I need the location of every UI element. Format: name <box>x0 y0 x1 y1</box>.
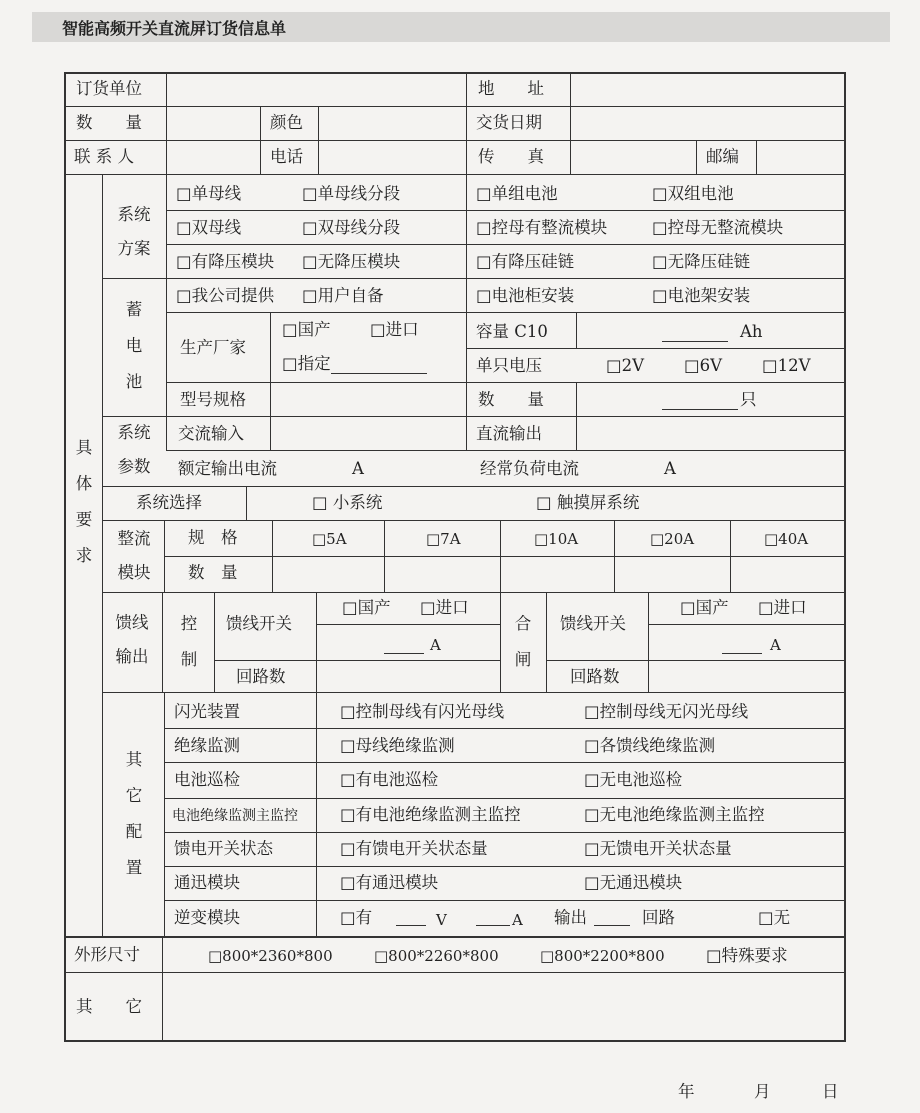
system-select-label: 系统选择 <box>136 493 202 512</box>
divider <box>318 106 319 174</box>
divider <box>164 762 844 763</box>
rated-current-label: 额定输出电流 <box>178 459 277 478</box>
option-touchscreen-system[interactable]: □ 触摸屏系统 <box>536 493 640 512</box>
battery-insulation-label: 电池绝缘监测主监控 <box>172 808 298 824</box>
option-with-battery-inspection[interactable]: □有电池巡检 <box>340 770 439 789</box>
feeder-switch-close-label: 馈线开关 <box>560 614 626 633</box>
feeder-switch-ctrl-label: 馈线开关 <box>226 614 292 633</box>
option-without-battery-inspection[interactable]: □无电池巡检 <box>584 770 683 789</box>
loops-close-label: 回路数 <box>570 667 620 686</box>
divider <box>164 866 844 867</box>
divider <box>316 624 500 625</box>
option-cabinet-install[interactable]: □电池柜安装 <box>476 286 575 305</box>
table-border-top <box>64 72 846 74</box>
divider <box>272 520 273 592</box>
divider <box>102 692 844 693</box>
divider <box>214 660 500 661</box>
battery-qty-blank[interactable] <box>662 393 738 410</box>
divider <box>64 936 846 938</box>
divider <box>162 936 163 1042</box>
divider <box>576 382 577 416</box>
divider <box>246 486 247 520</box>
divider <box>270 312 271 416</box>
option-special-request[interactable]: □特殊要求 <box>706 946 788 965</box>
divider <box>166 210 844 211</box>
option-12v[interactable]: □12V <box>762 356 811 375</box>
divider <box>102 486 844 487</box>
feeder-ctrl-amp-unit: A <box>430 636 441 654</box>
postcode-label: 邮编 <box>706 147 739 166</box>
option-bus-insulation[interactable]: □母线绝缘监测 <box>340 736 455 755</box>
option-single-bus-split[interactable]: □单母线分段 <box>302 184 401 203</box>
capacity-blank[interactable] <box>662 325 728 342</box>
table-border-right <box>844 72 846 1042</box>
option-10a[interactable]: □10A <box>534 530 579 548</box>
color-label: 颜色 <box>270 113 303 132</box>
divider <box>164 728 844 729</box>
option-single-battery[interactable]: □单组电池 <box>476 184 558 203</box>
day-label: 日 <box>822 1082 839 1101</box>
divider <box>648 592 649 692</box>
table-border-left <box>64 72 66 1042</box>
divider <box>214 592 215 692</box>
option-domestic[interactable]: □国产 <box>282 320 331 339</box>
model-spec-label: 型号规格 <box>180 390 246 409</box>
divider <box>570 72 571 174</box>
divider <box>614 520 615 592</box>
option-ctrl-without-flash[interactable]: □控制母线无闪光母线 <box>584 702 749 721</box>
loops-ctrl-label: 回路数 <box>236 667 286 686</box>
divider <box>648 624 844 625</box>
option-without-switch-status[interactable]: □无馈电开关状态量 <box>584 839 732 858</box>
closing-label: 合闸 <box>514 614 532 669</box>
cell-voltage-label: 单只电压 <box>476 356 542 375</box>
option-double-battery[interactable]: □双组电池 <box>652 184 734 203</box>
option-5a[interactable]: □5A <box>312 530 347 548</box>
feeder-ctrl-amp[interactable] <box>384 634 424 654</box>
table-border-bottom <box>64 1040 846 1042</box>
inverter-a-blank[interactable] <box>476 909 510 926</box>
option-without-silicon-chain[interactable]: □无降压硅链 <box>652 252 751 271</box>
address-label: 地 址 <box>478 79 544 98</box>
control-label: 控制 <box>180 614 198 669</box>
option-40a[interactable]: □40A <box>764 530 809 548</box>
option-7a[interactable]: □7A <box>426 530 461 548</box>
fax-label: 传 真 <box>478 147 544 166</box>
option-with-silicon-chain[interactable]: □有降压硅链 <box>476 252 575 271</box>
manufacturer-label: 生产厂家 <box>180 338 246 357</box>
system-scheme-label: 系统方案 <box>117 205 151 258</box>
divider <box>64 174 846 175</box>
designated-text: □指定 <box>282 354 331 373</box>
divider <box>64 106 846 107</box>
option-user-supply[interactable]: □用户自备 <box>302 286 384 305</box>
option-company-supply[interactable]: □我公司提供 <box>176 286 275 305</box>
option-rack-install[interactable]: □电池架安装 <box>652 286 751 305</box>
option-dim-2260[interactable]: □800*2260*800 <box>374 947 499 965</box>
insulation-monitor-label: 绝缘监测 <box>174 736 240 755</box>
other-config-label: 其它配置 <box>125 750 143 877</box>
year-label: 年 <box>678 1082 695 1101</box>
option-feeder-close-domestic[interactable]: □国产 <box>680 598 729 617</box>
divider <box>270 416 271 450</box>
capacity-field[interactable] <box>662 322 728 342</box>
divider <box>166 312 844 313</box>
divider <box>696 140 697 174</box>
divider <box>384 520 385 592</box>
system-params-label: 系统参数 <box>117 423 151 476</box>
divider <box>466 348 844 349</box>
battery-inspection-label: 电池巡检 <box>174 770 240 789</box>
option-with-comm-module[interactable]: □有通迅模块 <box>340 873 439 892</box>
divider <box>64 972 846 973</box>
contact-label: 联 系 人 <box>74 147 134 166</box>
battery-qty-field[interactable] <box>662 390 738 410</box>
option-double-bus-split[interactable]: □双母线分段 <box>302 218 401 237</box>
inverter-output-label: 输出 <box>554 908 587 927</box>
divider <box>730 520 731 592</box>
option-with-stepdown[interactable]: □有降压模块 <box>176 252 275 271</box>
option-with-switch-status[interactable]: □有馈电开关状态量 <box>340 839 488 858</box>
feeder-close-amp-blank[interactable] <box>722 637 762 654</box>
option-designated[interactable] <box>282 354 427 374</box>
option-ctrl-without-rect[interactable]: □控母无整流模块 <box>652 218 784 237</box>
feeder-close-amp[interactable] <box>722 634 762 654</box>
divider <box>164 900 844 901</box>
rect-module-label: 整流模块 <box>117 529 151 582</box>
option-double-bus[interactable]: □双母线 <box>176 218 242 237</box>
designated-field[interactable] <box>331 357 427 374</box>
dc-output-label: 直流输出 <box>476 424 542 443</box>
divider <box>166 416 167 450</box>
divider <box>166 382 844 383</box>
battery-qty-label: 数 量 <box>478 390 544 409</box>
option-ctrl-with-flash[interactable]: □控制母线有闪光母线 <box>340 702 505 721</box>
option-2v[interactable]: □2V <box>606 356 645 375</box>
delivery-date-label: 交货日期 <box>476 113 542 132</box>
option-small-system[interactable]: □ 小系统 <box>312 493 383 512</box>
battery-label: 蓄电池 <box>125 300 143 391</box>
option-without-comm-module[interactable]: □无通迅模块 <box>584 873 683 892</box>
option-feeder-ctrl-domestic[interactable]: □国产 <box>342 598 391 617</box>
order-unit-label: 订货单位 <box>76 79 142 98</box>
divider <box>102 278 844 279</box>
option-inverter-yes[interactable]: □有 <box>340 908 373 927</box>
divider <box>102 416 844 417</box>
option-dim-2200[interactable]: □800*2200*800 <box>540 947 665 965</box>
inverter-v-blank[interactable] <box>396 909 426 926</box>
divider <box>466 72 467 174</box>
feeder-close-amp-unit: A <box>770 636 781 654</box>
divider <box>546 592 547 692</box>
inverter-v-unit: V <box>436 911 447 929</box>
capacity-unit: Ah <box>740 322 763 341</box>
feeder-switch-status-label: 馈电开关状态 <box>174 839 273 858</box>
rect-spec-label: 规 格 <box>188 528 238 547</box>
inverter-output-field[interactable] <box>594 906 630 926</box>
divider <box>166 72 167 174</box>
other-label: 其 它 <box>76 997 142 1016</box>
inverter-output-blank[interactable] <box>594 909 630 926</box>
divider <box>166 244 844 245</box>
divider <box>316 592 317 936</box>
quantity-label: 数 量 <box>76 113 142 132</box>
month-label: 月 <box>754 1082 771 1101</box>
dimensions-label: 外形尺寸 <box>74 945 140 964</box>
option-20a[interactable]: □20A <box>650 530 695 548</box>
load-current-unit: A <box>664 459 676 478</box>
divider <box>164 832 844 833</box>
option-without-battery-insulation[interactable]: □无电池绝缘监测主监控 <box>584 805 765 824</box>
divider <box>546 660 844 661</box>
load-current-label: 经常负荷电流 <box>480 459 579 478</box>
inverter-a-field[interactable] <box>476 906 510 926</box>
option-feeder-close-imported[interactable]: □进口 <box>758 598 807 617</box>
rect-qty-label: 数 量 <box>188 563 238 582</box>
option-ctrl-with-rect[interactable]: □控母有整流模块 <box>476 218 608 237</box>
divider <box>756 140 757 174</box>
divider <box>102 174 103 936</box>
option-dim-2360[interactable]: □800*2360*800 <box>208 947 333 965</box>
feeder-output-label: 馈线输出 <box>115 613 149 666</box>
inverter-v-field[interactable] <box>396 906 426 926</box>
option-single-bus[interactable]: □单母线 <box>176 184 242 203</box>
header-bar <box>32 12 890 42</box>
capacity-label: 容量 C10 <box>476 322 548 341</box>
option-imported[interactable]: □进口 <box>370 320 419 339</box>
divider <box>162 592 163 692</box>
divider <box>64 140 846 141</box>
battery-qty-unit: 只 <box>740 390 757 409</box>
option-feeder-ctrl-imported[interactable]: □进口 <box>420 598 469 617</box>
flash-device-label: 闪光装置 <box>174 702 240 721</box>
option-feeder-insulation[interactable]: □各馈线绝缘监测 <box>584 736 716 755</box>
phone-label: 电话 <box>270 147 303 166</box>
inverter-a-unit: A <box>512 911 523 929</box>
option-inverter-no[interactable]: □无 <box>758 908 791 927</box>
divider <box>166 450 844 451</box>
option-6v[interactable]: □6V <box>684 356 723 375</box>
option-without-stepdown[interactable]: □无降压模块 <box>302 252 401 271</box>
divider <box>164 798 844 799</box>
divider <box>576 312 577 348</box>
page-title: 智能高频开关直流屏订货信息单 <box>62 19 287 38</box>
divider <box>500 520 501 592</box>
divider <box>260 106 261 174</box>
divider <box>164 556 844 557</box>
divider <box>102 520 844 521</box>
comm-module-label: 通迅模块 <box>174 873 240 892</box>
divider <box>576 416 577 450</box>
ac-input-label: 交流输入 <box>178 424 244 443</box>
rated-current-unit: A <box>352 459 364 478</box>
inverter-label: 逆变模块 <box>174 908 240 927</box>
option-with-battery-insulation[interactable]: □有电池绝缘监测主监控 <box>340 805 521 824</box>
specific-requirements-label: 具体要求 <box>75 438 93 565</box>
inverter-loop-label: 回路 <box>642 908 675 927</box>
feeder-ctrl-amp-blank[interactable] <box>384 637 424 654</box>
divider <box>500 592 501 692</box>
